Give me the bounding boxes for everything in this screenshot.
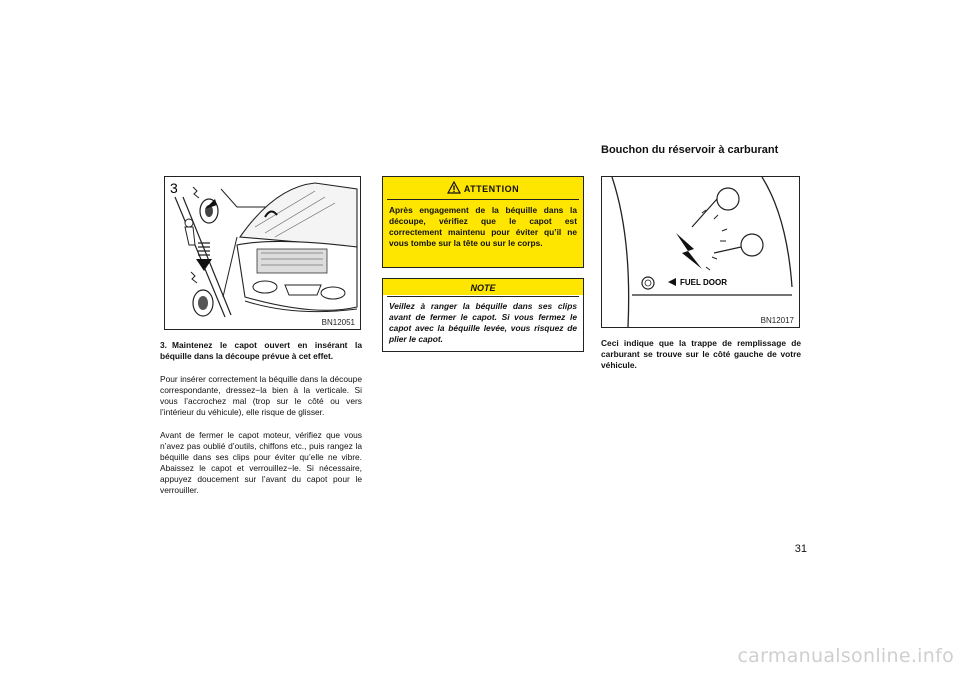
note-box	[382, 278, 584, 352]
fuel-gauge-figure	[601, 176, 800, 328]
watermark: carmanualsonline.info	[737, 645, 954, 667]
figure-code: BN12051	[321, 318, 355, 327]
attention-box	[382, 176, 584, 268]
note-heading: NOTE	[383, 279, 583, 295]
attention-divider	[387, 199, 579, 200]
step-instruction	[160, 340, 362, 362]
hood-support-illustration	[165, 177, 360, 329]
fuel-door-caption: Ceci indique que la trappe de remplissage de carburant se trouve sur le côté gauche de votre véhicule.	[601, 338, 801, 370]
attention-heading-text: ATTENTION	[463, 184, 520, 194]
page-number: 31	[794, 543, 807, 555]
section-title: Bouchon du réservoir à carburant	[601, 144, 779, 156]
fuel-door-label: FUEL DOOR	[680, 278, 727, 287]
step-text: Maintenez le capot ouvert en insérant la béquille dans la découpe prévue à cet effet.	[160, 340, 362, 361]
figure-step-numeral: 3	[170, 180, 178, 196]
fuel-gauge-illustration	[602, 177, 799, 327]
paragraph-insert-rod: Pour insérer correctement la béquille dans la découpe correspondante, dressez−la bien à la verticale. Si vous l’accrochez mal (trop sur le côté ou vers l’intérieur du véhicule), elle risque de glisser.	[160, 374, 362, 417]
note-text: Veillez à ranger la béquille dans ses clips avant de fermer le capot. Si vous fermez le capot avec la béquille levée, vous risquez de plier le capot.	[389, 301, 577, 344]
figure-code: BN12017	[760, 316, 794, 325]
warning-triangle-icon	[447, 181, 461, 194]
hood-support-figure	[164, 176, 361, 330]
note-divider	[387, 296, 579, 297]
attention-heading	[383, 179, 583, 199]
attention-text: Après engagement de la béquille dans la découpe, vérifiez que le capot est correctement maintenu pour éviter qu’il ne vous tombe sur la tête ou sur le corps.	[389, 205, 577, 248]
paragraph-close-hood: Avant de fermer le capot moteur, vérifiez que vous n’avez pas oublié d’outils, chiffons etc., puis rangez la béquille dans ses clips pour éviter qu’elle ne vibre. Abaissez le capot et verrouillez−le. Si nécessaire, appuyez doucement sur l’avant du capot pour le verrouiller.	[160, 430, 362, 495]
step-number: 3.	[160, 340, 167, 350]
